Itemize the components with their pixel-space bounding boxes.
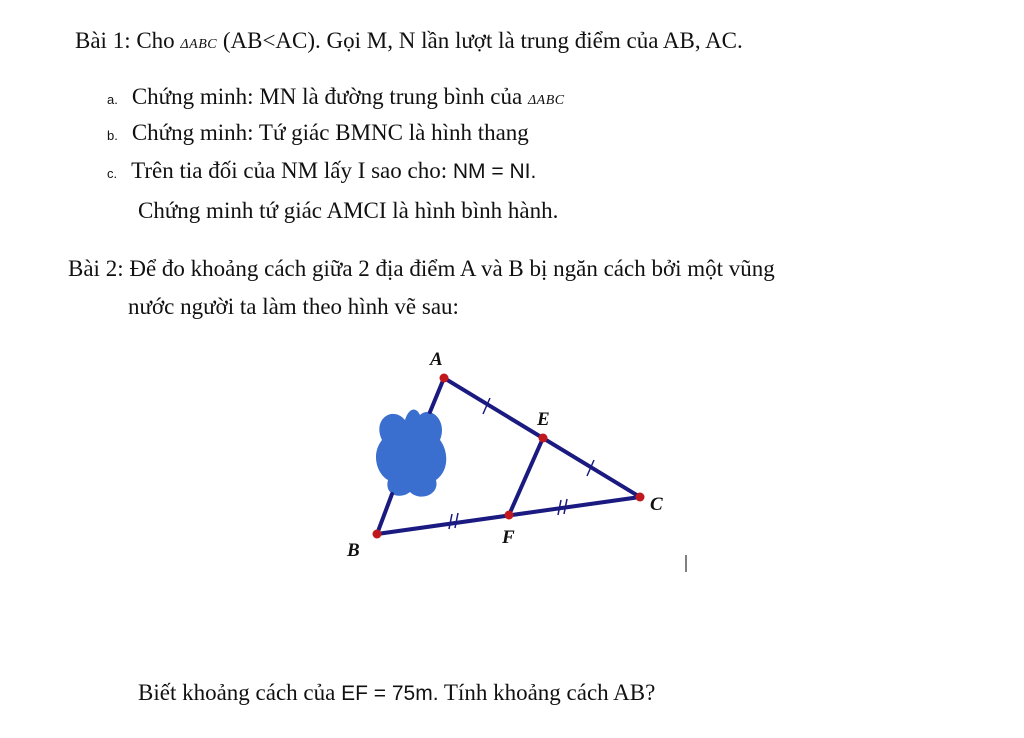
segment-ab-upper [430, 378, 444, 412]
geometry-figure [330, 340, 710, 580]
part-a-text: Chứng minh: MN là đường trung bình của [131, 84, 523, 109]
part-a-marker: a. [107, 92, 118, 107]
part-c-text2: Chứng minh tứ giác AMCI là hình bình hành. [138, 198, 559, 223]
bai1-part-a [107, 84, 565, 110]
label-a: A [430, 349, 443, 370]
point-b [373, 530, 382, 539]
point-f [505, 511, 514, 520]
point-a [440, 374, 449, 383]
bai2-text-line1: Bài 2: Để đo khoảng cách giữa 2 địa điểm A và B bị ngăn cách bởi một vũng [68, 256, 775, 281]
label-f: F [502, 527, 515, 548]
point-c [636, 493, 645, 502]
bai1-title: Bài 1: Cho [75, 28, 175, 53]
part-b-text: Chứng minh: Tứ giác BMNC là hình thang [131, 120, 529, 145]
part-a-triangle: ΔABC [527, 93, 565, 108]
question-equation: EF = 75m. [341, 682, 439, 705]
bai2-text-line2: nước người ta làm theo hình vẽ sau: [128, 294, 459, 319]
bai2-question [138, 680, 655, 706]
bai1-heading [75, 28, 743, 54]
bai2-line2 [128, 294, 459, 320]
bai2-line1 [68, 256, 775, 282]
question-pre: Biết khoảng cách của [138, 680, 336, 705]
bai1-part-c-line2 [138, 198, 558, 224]
bai1-part-c [107, 158, 536, 184]
bai1-part-b [107, 120, 529, 146]
part-c-equation: NM = NI. [452, 160, 537, 183]
label-b: B [347, 540, 360, 561]
question-post: Tính khoảng cách AB? [443, 680, 656, 705]
part-c-marker: c. [107, 166, 118, 181]
part-b-marker: b. [107, 128, 118, 143]
bai1-rest: (AB<AC). Gọi M, N lần lượt là trung điểm của AB, AC. [222, 28, 743, 53]
label-e: E [537, 409, 550, 430]
bai1-triangle: ΔABC [180, 37, 218, 52]
point-e [539, 434, 548, 443]
segment-ab-lower [377, 494, 392, 534]
water-puddle [376, 410, 446, 497]
segment-ef [509, 438, 543, 515]
tick-bf-2 [455, 513, 458, 528]
part-c-text: Trên tia đối của NM lấy I sao cho: [131, 158, 448, 183]
label-c: C [650, 494, 663, 515]
